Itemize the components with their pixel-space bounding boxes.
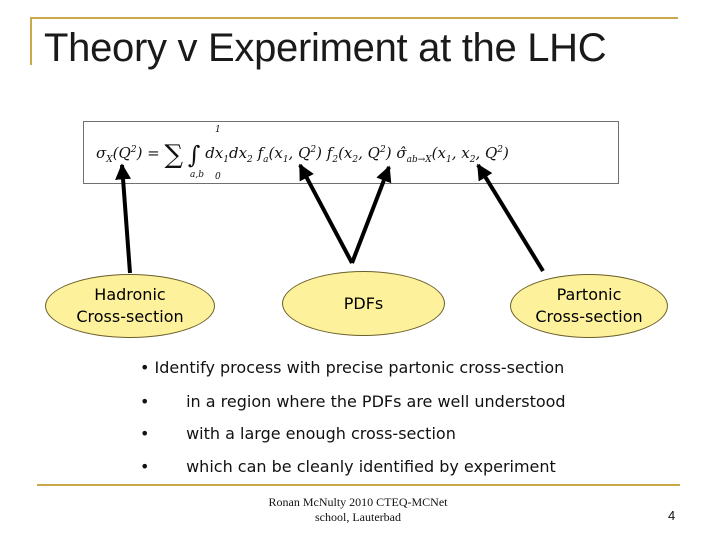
hadronic-cross-section-ellipse: [45, 274, 215, 338]
bullet-marker: •: [140, 358, 150, 377]
ellipse-label: PDFs: [343, 293, 384, 313]
ellipse-label: Hadronic Cross-section: [76, 285, 184, 326]
bullet-text: in a region where the PDFs are well understood: [186, 392, 566, 411]
bullet-item: [140, 358, 564, 377]
bullet-item: [140, 392, 566, 411]
arrow-partonic: [478, 165, 543, 271]
bullet-text: with a large enough cross-section: [186, 424, 456, 443]
slide-title: Theory v Experiment at the LHC: [44, 26, 607, 70]
arrow-hadronic: [122, 165, 130, 273]
bullet-item: [140, 424, 456, 443]
bullet-text: which can be cleanly identified by experiment: [186, 457, 556, 476]
arrow-pdfs-left: [300, 165, 352, 263]
partonic-cross-section-ellipse: [510, 274, 668, 338]
bullet-text: Identify process with precise partonic cross-section: [154, 358, 565, 377]
arrow-pdfs-right: [352, 167, 389, 263]
footer-credit: Ronan McNulty 2010 CTEQ-MCNet school, Lauterbad: [268, 495, 448, 524]
pdfs-ellipse: [282, 271, 445, 336]
integral-upper-limit: 1: [215, 125, 221, 135]
integral-lower-limit: 0: [215, 172, 221, 182]
ellipse-label: Partonic Cross-section: [535, 285, 643, 326]
bullet-item: [140, 457, 556, 476]
bullet-marker: •: [140, 457, 150, 476]
sum-lower-limit: a,b: [190, 170, 204, 180]
cross-section-formula: $\sigma_X(Q^2)$ = ∑ ∫ $dx_1dx_2$ $f_a(x_1$, $Q^2$) $f_2(x_2$, $Q^2$) $\sigmâ_{ab\to X}(x_1$, $x_2$, $Q^2$): [96, 140, 509, 170]
bullet-marker: •: [140, 392, 150, 411]
page-number: 4: [668, 508, 676, 523]
bullet-marker: •: [140, 424, 150, 443]
